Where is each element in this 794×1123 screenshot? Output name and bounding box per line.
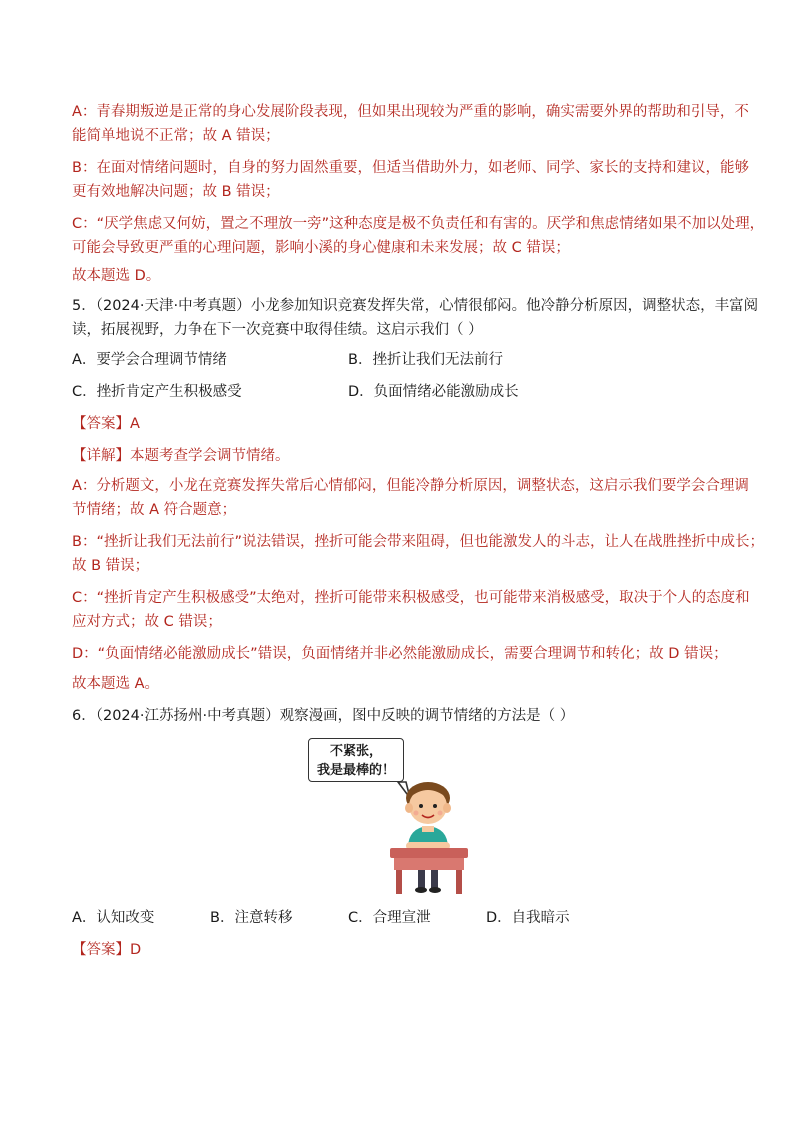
q5-conclusion: 故本题选 A。 bbox=[72, 676, 160, 692]
desk-top bbox=[390, 848, 468, 858]
eye-left bbox=[419, 804, 423, 808]
desk-front bbox=[394, 858, 464, 870]
q4-option-c-explanation: C：“厌学焦虑又何妨，置之不理放一旁”这种态度是极不负责任和有害的。厌学和焦虑情绪如果不加以处理， 可能会导致更严重的心理问题，影响小溪的身心健康和未来发展；故 C 错误； bbox=[72, 216, 765, 256]
q5-option-d-explanation: D：“负面情绪必能激励成长”错误，负面情绪并非必然能激励成长，需要合理调节和转化；故 D 错误； bbox=[72, 646, 728, 662]
q5-option-b: B．挫折让我们无法前行 bbox=[348, 352, 503, 368]
q6-cartoon bbox=[72, 738, 724, 898]
q4-option-a-explanation: A：青春期叛逆是正常的身心发展阶段表现，但如果出现较为严重的影响，确实需要外界的帮助和引导，不 能简单地说不正常；故 A 错误； bbox=[72, 104, 749, 144]
q5-options-row-1 bbox=[72, 344, 724, 376]
q5-answer: 【答案】A bbox=[72, 416, 140, 432]
q5-option-c-explanation: C：“挫折肯定产生积极感受”太绝对，挫折可能带来积极感受，也可能带来消极感受，取决于个人的态度和 应对方式；故 C 错误； bbox=[72, 590, 750, 630]
eye-right bbox=[433, 804, 437, 808]
q6-options-row bbox=[72, 902, 724, 934]
document-page bbox=[72, 100, 765, 966]
q6-option-a: A．认知改变 bbox=[72, 910, 155, 926]
q5-option-a-explanation: A：分析题文，小龙在竞赛发挥失常后心情郁闷，但能冷静分析原因，调整状态，这启示我们要学会合理调 节情绪；故 A 符合题意； bbox=[72, 478, 749, 518]
q6-stem: 6．（2024·江苏扬州·中考真题）观察漫画，图中反映的调节情绪的方法是（ ） bbox=[72, 708, 575, 724]
q5-option-a: A．要学会合理调节情绪 bbox=[72, 352, 227, 368]
q5-option-b-explanation: B：“挫折让我们无法前行”说法错误，挫折可能会带来阻碍，但也能激发人的斗志，让人在战胜挫折中成长； 故 B 错误； bbox=[72, 534, 764, 574]
q6-option-c: C．合理宣泄 bbox=[348, 910, 431, 926]
q5-option-d: D．负面情绪必能激励成长 bbox=[348, 384, 519, 400]
q5-options-row-2 bbox=[72, 376, 724, 408]
q6-option-d: D．自我暗示 bbox=[486, 910, 570, 926]
q6-answer: 【答案】D bbox=[72, 942, 142, 958]
q5-option-c: C．挫折肯定产生积极感受 bbox=[72, 384, 242, 400]
q4-conclusion: 故本题选 D。 bbox=[72, 268, 161, 284]
q5-detail-intro: 【详解】本题考查学会调节情绪。 bbox=[72, 448, 290, 464]
q4-option-b-explanation: B：在面对情绪问题时，自身的努力固然重要，但适当借助外力，如老师、同学、家长的支持和建议，能够 更有效地解决问题；故 B 错误； bbox=[72, 160, 749, 200]
q6-option-b: B．注意转移 bbox=[210, 910, 293, 926]
boy-at-desk-illustration bbox=[372, 738, 512, 898]
speech-bubble: 不紧张， 我是最棒的！ bbox=[308, 738, 404, 782]
q5-stem: 5．（2024·天津·中考真题）小龙参加知识竞赛发挥失常，心情很郁闷。他冷静分析原因，调整状态，丰富阅 读，拓展视野，力争在下一次竞赛中取得佳绩。这启示我们（ ） bbox=[72, 298, 759, 338]
